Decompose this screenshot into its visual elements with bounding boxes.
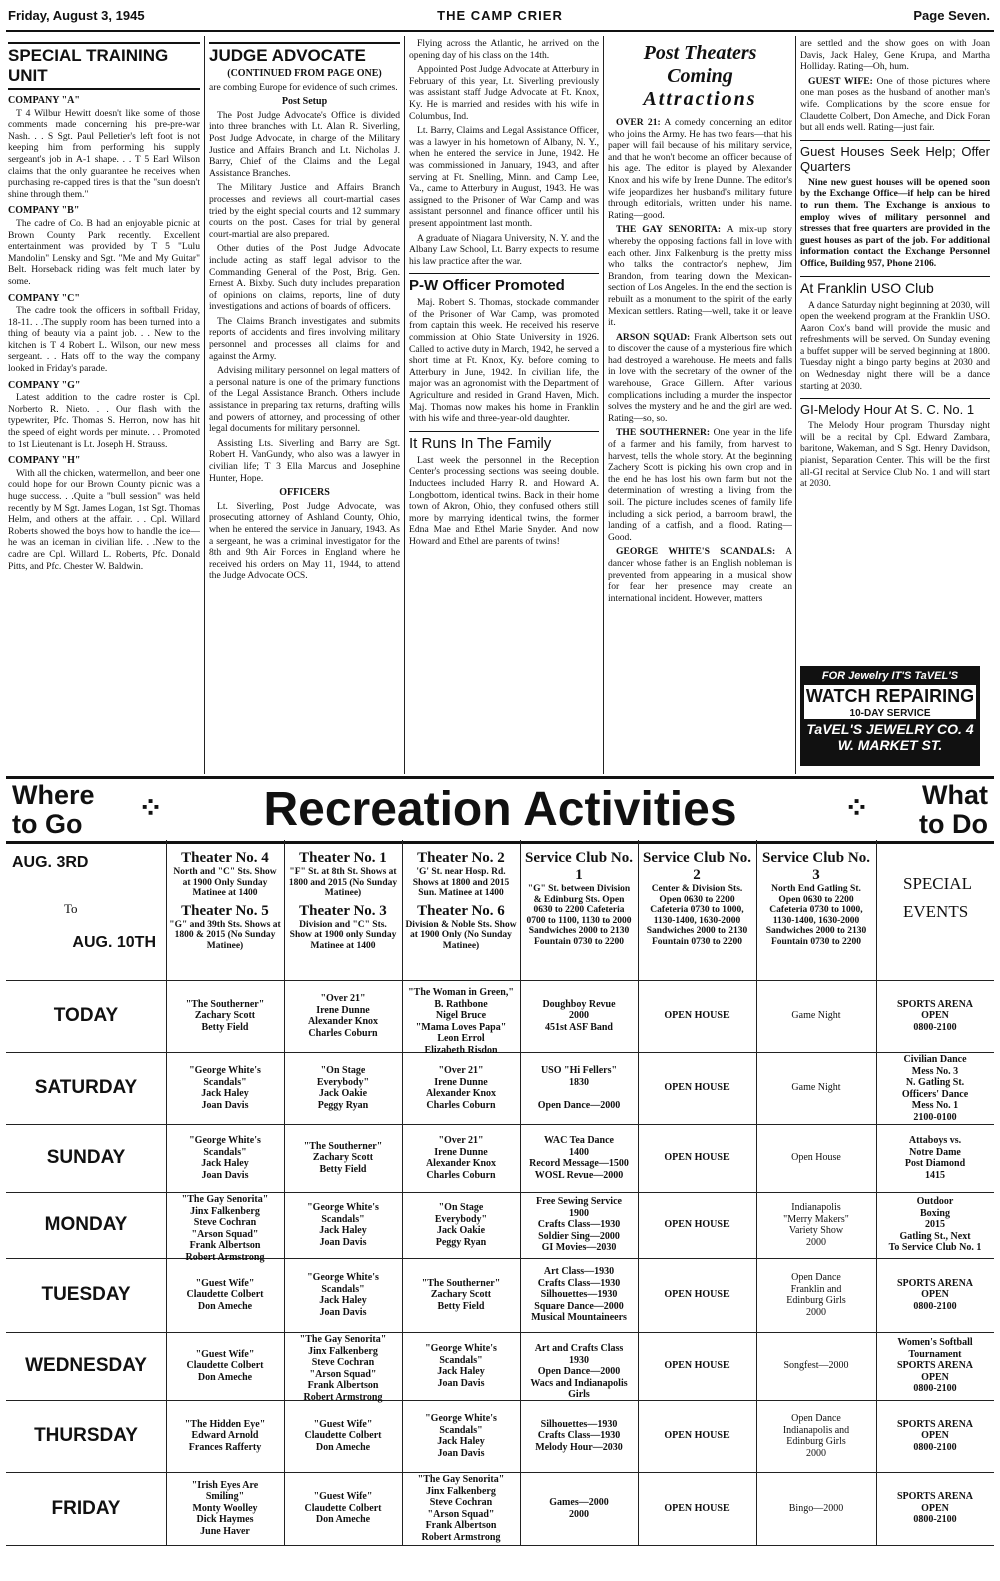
schedule-cell: "George White's Scandals" Jack Haley Joan Davis <box>307 1272 379 1318</box>
schedule-cell: "George White's Scandals" Jack Haley Joan Davis <box>425 1343 497 1389</box>
ad-store-name: TaVEL'S JEWELRY CO. 4 W. MARKET ST. <box>806 721 974 753</box>
schedule-cell: SPORTS ARENA OPEN 0800-2100 <box>896 1418 974 1453</box>
judge-advocate-column <box>209 38 400 772</box>
schedule-cell: Open Dance Franklin and Edinburg Girls 2000 <box>786 1272 846 1318</box>
schedule-cell: Silhouettes—1930 Crafts Class—1930 Melody Hour—2030 <box>535 1418 623 1453</box>
recreation-banner <box>6 776 994 844</box>
company-h <box>8 455 200 572</box>
venue-header <box>169 850 281 951</box>
venue-name: Theater No. 5 <box>181 902 269 919</box>
special-training-unit-column <box>8 38 200 772</box>
schedule-cell: "Guest Wife" Claudette Colbert Don Ameche <box>186 1348 264 1383</box>
venue-info: 'G' St. near Hosp. Rd. Shows at 1800 and 2015 Sun. Matinee at 1400 <box>412 867 510 898</box>
tavels-jewelry-ad <box>800 666 980 766</box>
article-paragraph: Assisting Lts. Siverling and Barry are Sgt. Robert H. VanGundy, who also was a lawyer in civilian life; T 3 Ella Marcus and Josephine Hunter, Hope. <box>209 437 400 484</box>
schedule-cell: Open House <box>791 1152 841 1164</box>
day-label: FRIDAY <box>51 1497 121 1519</box>
day-label: THURSDAY <box>34 1425 138 1446</box>
day-label: SATURDAY <box>34 1077 138 1098</box>
schedule-cell: OPEN HOUSE <box>664 1289 730 1301</box>
article-paragraph: The Post Judge Advocate's Office is divided into three branches with Lt. Alan R. Siverling, Post Judge Advocate, in charge of the Military Justice and Affairs Branch and Lt. Nicholas J. Barry, Chief of the Claims and the Legal Assistance Branches. <box>209 109 400 179</box>
misc-news-column <box>800 38 990 664</box>
schedule-cell: Doughboy Revue 2000 451st ASF Band <box>542 998 616 1033</box>
grid-line <box>6 1472 994 1473</box>
venue-info: Division & Noble Sts. Show at 1900 Only (No Sunday Matinee) <box>405 919 517 951</box>
schedule-cell: "The Hidden Eye" Edward Arnold Frances Rafferty <box>184 1418 266 1453</box>
grid-line <box>6 1192 994 1193</box>
judge-advocate-title: JUDGE ADVOCATE <box>209 42 400 66</box>
review-item: OVER 21: A comedy concerning an editor who joins the Army. He has two fears—that his paper will fail because of his military service, and that he won't become an officer because of his age. The editor is played by Alexander Knox and his wife by Irene Dunne. The editor's wife jeopardizes her husband's military future through editorials, written under his name. Rating—good. <box>608 117 792 221</box>
schedule-cell: "On Stage Everybody" Jack Oakie Peggy Ryan <box>316 1065 370 1111</box>
grid-line <box>6 1545 994 1546</box>
company-heading: COMPANY "A" <box>8 95 80 106</box>
schedule-cell: OPEN HOUSE <box>664 1430 730 1442</box>
schedule-cell: "The Gay Senorita" Jinx Falkenberg Steve Cochran "Arson Squad" Frank Albertson Robert Armstrong <box>299 1334 387 1403</box>
coming-title: Coming <box>667 65 733 87</box>
venue-info: "G" St. between Division & Edinburg Sts. Open 0630 to 2200 Cafeteria 0700 to 1100, 1130 to 2000 Sandwiches 2000 to 2130 Fountain 0730 to 2200 <box>526 884 632 947</box>
schedule-cell: "Guest Wife" Claudette Colbert Don Ameche <box>304 1491 382 1526</box>
article-paragraph: Last week the personnel in the Reception Center's processing sections was seeing double. Inductees included Harry R. and Howard A. Longbottom, identical twins. Back in their home town of Akron, Ohio, they confused others still more by marrying identical twins, the former Edna Mae and Ethel Marie Snyder. And now Howard and Ethel are parents of twins! <box>409 454 599 547</box>
column-rule <box>795 36 796 774</box>
post-theaters-title: Post Theaters <box>643 42 757 64</box>
lead-text: are combing Europe for evidence of such crimes. <box>209 81 398 93</box>
grid-line <box>6 980 994 981</box>
post-theaters-column <box>608 38 792 772</box>
officers-heading: OFFICERS <box>279 487 330 499</box>
franklin-uso-title: At Franklin USO Club <box>800 276 990 297</box>
schedule-cell: "George White's Scandals" Jack Haley Joan Davis <box>425 1413 497 1459</box>
attractions-title: Attractions <box>643 88 757 110</box>
schedule-cell: OPEN HOUSE <box>664 1219 730 1231</box>
column-rule <box>603 36 604 774</box>
schedule-cell: "Over 21" Irene Dunne Alexander Knox Charles Coburn <box>425 1065 497 1111</box>
venue-name: Theater No. 2 <box>417 850 505 866</box>
schedule-cell: "The Southerner" Zachary Scott Betty Field <box>421 1277 501 1312</box>
schedule-cell: USO "Hi Fellers" 1830 Open Dance—2000 <box>537 1065 621 1111</box>
day-label: MONDAY <box>44 1214 128 1235</box>
day-label: SUNDAY <box>46 1147 126 1168</box>
recreation-activities-title: Recreation Activities <box>263 783 737 836</box>
company-heading: COMPANY "G" <box>8 379 81 391</box>
schedule-cell: OPEN HOUSE <box>664 1360 730 1372</box>
venue-header <box>405 850 517 951</box>
schedule-cell: Songfest—2000 <box>783 1360 849 1372</box>
schedule-cell: Game Night <box>791 1010 841 1022</box>
schedule-cell: Women's Softball Tournament SPORTS ARENA OPEN 0800-2100 <box>896 1337 974 1395</box>
schedule-cell: Indianapolis "Merry Makers" Variety Show 2000 <box>783 1202 849 1248</box>
company-heading: COMPANY "B" <box>8 205 80 217</box>
venue-name: SPECIAL EVENTS <box>903 874 972 921</box>
article-paragraph: Lt. Barry, Claims and Legal Assistance Officer, was a lawyer in his hometown of Albany, N. Y., when he entered the service in June, 1942. He was commissioned in January, 1943, and after serving at Ft. Snelling, Minn. and Camp Lee, Va., came to Atterbury in August, 1943. He was assigned to the Prisoner of War Camp and was assistant personnel and finance officer until his present appointment last month. <box>409 125 599 229</box>
article-paragraph: Maj. Robert S. Thomas, stockade commander of the Prisoner of War Camp, was promoted from captain this week. He received his reserve commission at Ohio State University in 1926. Called to active duty in March, 1942, he served a short time at Ft. Knox, Ky. before coming to Atterbury in June, 1942. In civilian life, the major was an agronomist with the Department of Agriculture and resided in Grand Haven, Mich. Maj. Thomas now makes his home in Franklin with his wife and three-year-old daughter. <box>409 297 599 425</box>
issue-date: Friday, August 3, 1945 <box>8 8 145 23</box>
ornament-icon: ⁘ <box>138 792 164 825</box>
schedule-cell: SPORTS ARENA OPEN 0800-2100 <box>896 1491 974 1526</box>
review-item: GUEST WIFE: One of those pictures where one man poses as the husband of another man's wife. Complications by the score ensue for Claudette Colbert, Don Ameche, and Dick Foran but all ends well. Rating—just fair. <box>800 75 990 134</box>
venue-name: Service Club No. 3 <box>762 850 870 883</box>
schedule-cell: "Over 21" Irene Dunne Alexander Knox Charles Coburn <box>425 1135 497 1181</box>
schedule-cell: Civilian Dance Mess No. 3 N. Gatling St. Officers' Dance Mess No. 1 2100-0100 <box>901 1054 969 1123</box>
schedule-cell: "The Woman in Green," B. Rathbone Nigel Bruce "Mama Loves Papa" Leon Errol Elizabeth Risdon <box>408 987 514 1056</box>
continued-article-column <box>409 38 599 772</box>
review-item: ARSON SQUAD: Frank Albertson sets out to discover the cause of a mysterious fire which had destroyed a warehouse. He meets and falls in love with the secretary of the owner of the warehouse, Grace Gillern. After various complications including a murder the inspector solves the mystery and he and the girl are wed. Rating—so, so. <box>608 331 792 424</box>
company-text: T 4 Wilbur Hewitt doesn't like some of those comments made concerning his pre-pre-war Nash. . . S Sgt. Paul Pelletier's left foot is not keeping him from performing his supply sergeant's job in A-1 shape. . . T 5 Earl Wilson claims that the only guarantee he receives when purchasing re-capped tires is that the "sun doesn't shine through them." <box>8 107 200 200</box>
day-label: TODAY <box>53 1005 119 1026</box>
grid-line <box>6 1258 994 1259</box>
ad-headline: WATCH REPAIRING <box>805 686 975 706</box>
gi-melody-title: GI-Melody Hour At S. C. No. 1 <box>800 398 990 417</box>
schedule-cell: "Guest Wife" Claudette Colbert Don Ameche <box>304 1418 382 1453</box>
grid-line <box>6 1400 994 1401</box>
venue-name: Service Club No. 2 <box>643 850 751 883</box>
schedule-cell: "Irish Eyes Are Smiling" Monty Woolley Dick Haymes June Haver <box>191 1479 259 1537</box>
schedule-cell: Attaboys vs. Notre Dame Post Diamond 1415 <box>904 1135 966 1181</box>
schedule-cell: WAC Tea Dance 1400 Record Message—1500 WOSL Revue—2000 <box>529 1135 629 1181</box>
company-b <box>8 205 200 287</box>
venue-info: "F" St. at 8th St. Shows at 1800 and 2015 (No Sunday Matinee) <box>288 867 398 898</box>
article-paragraph: Nine new guest houses will be opened soon by the Exchange Office—if help can be hired to run them. The Exchange is anxious to employ wives of military personnel and stresses that free quarters are provided in the guest houses as part of the job. For additional information contact the Exchange Personnel Office, Building 957, Phone 2106. <box>800 176 990 269</box>
ad-service: 10-DAY SERVICE <box>804 708 976 719</box>
schedule-cell: "The Southerner" Zachary Scott Betty Field <box>303 1140 383 1175</box>
post-setup-heading: Post Setup <box>281 96 328 108</box>
company-text: Latest addition to the cadre roster is Cpl. Norberto R. Nieto. . . Our flash with the typewriter, Pfc. Thomas S. Herron, now has hit the speed of eight words per minute. . . Promoted to 1st Lieutenant is Lt. Joseph H. Strauss. <box>8 392 200 450</box>
company-heading: COMPANY "H" <box>8 455 81 467</box>
schedule-cell: OPEN HOUSE <box>664 1082 730 1094</box>
date-from: AUG. 3RD <box>12 854 89 871</box>
grid-line <box>6 1332 994 1333</box>
venue-name: Theater No. 3 <box>299 902 387 919</box>
article-paragraph: Other duties of the Post Judge Advocate include acting as staff legal advisor to the Commanding General of the Post, Brig. Gen. Ernest A. Bixby. Such duty includes preparation of opinions on claims, reports, line of duty investigations and actions of boards of officers. <box>209 243 400 313</box>
company-text: The cadre of Co. B had an enjoyable picnic at Brown County Park recently. Excellent entertainment was provided by T 5 "Lulu Mandolin" Lensky and Sgt. "Me and My Guitar" Belt. Horseback riding was felt much later by some. <box>8 217 200 287</box>
article-paragraph: Appointed Post Judge Advocate at Atterbury in February of this year, Lt. Siverling previously was assistant staff Judge Advocate at Ft. Knox, Ky. He is married and resides with his wife in Columbus, Ind. <box>409 64 599 122</box>
page-number: Page Seven. <box>913 8 990 23</box>
day-label: TUESDAY <box>41 1284 131 1305</box>
where-to-go: Where to Go <box>12 780 95 839</box>
company-text: The cadre took the officers in softball Friday, 18-11. . .The supply room has been turned into a thing of beauty via a paint job. . . New to the kitchen is T 4 Robert L. Wilson, our new mess sergeant. . . Hats off to the way the company looked in Friday's parade. <box>8 305 200 375</box>
schedule-cell: OPEN HOUSE <box>664 1502 730 1514</box>
venue-info: Center & Division Sts. Open 0630 to 2200 Cafeteria 0730 to 1000, 1130-1400, 1630-2000 Sandwiches 2000 to 2130 Fountain 0730 to 2200 <box>646 884 748 947</box>
venue-name: Theater No. 6 <box>417 902 505 919</box>
company-text: With all the chicken, watermellon, and beer one could hope for our Brown County picnic was a huge success. . .Quite a "bull session" was held recently by M Sgt. James Logan, 1st Sgt. Thomas Helm, and others at the affair. . . Cpl. Willard Roberts showed the boys how to handle the ice—he was an iceman in civilian life. . .New to the cadre are Cpl. Willard L. Roberts, Pfc. Donald Pitts, and Pfc. Chester W. Baldwin. <box>8 467 200 572</box>
article-paragraph: A dance Saturday night beginning at 2030, will open the weekend program at the Franklin USO. Aaron Cox's band will provide the music and refreshments will be served. On Sunday evening a buffet supper will be served beginning at 1800. Tuesday night a bingo party begins at 2030 and on Wednesday night there will be a dance starting at 2030. <box>800 299 990 392</box>
schedule-cell: SPORTS ARENA OPEN 0800-2100 <box>896 998 974 1033</box>
day-label: WEDNESDAY <box>25 1355 147 1376</box>
article-paragraph: The Military Justice and Affairs Branch processes and reviews all court-martial cases tried by the eight special courts and 12 summary courts on the post. Cases for trial by general court-martial are also prepared. <box>209 182 400 240</box>
paper-name: THE CAMP CRIER <box>437 8 563 23</box>
schedule-cell: "George White's Scandals" Jack Haley Joan Davis <box>189 1065 261 1111</box>
guest-houses-title: Guest Houses Seek Help; Offer Quarters <box>800 140 990 174</box>
schedule-cell: SPORTS ARENA OPEN 0800-2100 <box>896 1277 974 1312</box>
recreation-schedule <box>6 840 994 1580</box>
column-rule <box>404 36 405 774</box>
schedule-cell: "Over 21" Irene Dunne Alexander Knox Charles Coburn <box>307 993 379 1039</box>
venue-name: Service Club No. 1 <box>525 850 633 883</box>
review-item: THE SOUTHERNER: One year in the life of a farmer and his family, from harvest to harvest, tells the whole story. At the beginning Zachery Scott is picking his own crop and in the end he has lost his own farm but not the determination of wresting a living from the soil. The picture includes scenes of family life including a sick period, a barroom brawl, the landing of a catfish, and a flood. Rating—Good. <box>608 427 792 543</box>
schedule-cell: "The Gay Senorita" Jinx Falkenberg Steve Cochran "Arson Squad" Frank Albertson Robert Armstrong <box>181 1194 269 1263</box>
masthead <box>6 4 994 32</box>
date-to: To <box>64 901 78 916</box>
article-paragraph: A graduate of Niagara University, N. Y. and the Albany Law School, Lt. Barry expects to resume his law practice after the war. <box>409 232 599 267</box>
venue-info: Division and "C" Sts. Show at 1900 only Sunday Matinee at 1400 <box>289 919 397 951</box>
schedule-cell: "On Stage Everybody" Jack Oakie Peggy Ryan <box>434 1202 488 1248</box>
schedule-cell: Art and Crafts Class 1930 Open Dance—2000 Wacs and Indianapolis Girls <box>530 1343 628 1400</box>
schedule-cell: "Guest Wife" Claudette Colbert Don Ameche <box>186 1277 264 1312</box>
article-paragraph: The Claims Branch investigates and submits reports of accidents and fires involving military personnel and processes all claims for and against the Army. <box>209 315 400 362</box>
schedule-cell: Outdoor Boxing 2015 Gatling St., Next To Service Club No. 1 <box>888 1196 982 1254</box>
venue-info: North and "C" Sts. Show at 1900 Only Sunday Matinee at 1400 <box>173 867 277 898</box>
continued-note: (CONTINUED FROM PAGE ONE) <box>227 68 382 79</box>
schedule-cell: Open Dance Indianapolis and Edinburg Girls 2000 <box>782 1413 850 1459</box>
special-training-unit-title: SPECIAL TRAINING UNIT <box>8 42 200 90</box>
grid-line <box>6 1124 994 1125</box>
article-paragraph: The Melody Hour program Thursday night will be a recital by Cpl. Edward Zambara, baritone, Wakeman, and S Sgt. Henry Davidson, pianist, Separation Center. This will be the first all-GI recital at Service Club No. 1 and will start at 2030. <box>800 420 990 490</box>
ad-tagline: FOR Jewelry IT'S TaVEL'S <box>821 670 959 682</box>
schedule-cell: Bingo—2000 <box>788 1502 844 1514</box>
company-g <box>8 380 200 451</box>
schedule-cell: OPEN HOUSE <box>664 1010 730 1022</box>
venue-header <box>879 850 991 926</box>
review-item: THE GAY SENORITA: A mix-up story whereby the opposing factions fall in love with each other. Jinx Falkenburg is the pretty miss who talks the contractor's nephew, Jim Brandon, from tearing down the Mexican-section of Los Angeles. In the end the section is rebuilt as a monument to the spirit of the early Mexican settlers. Rating—well, take it or leave it. <box>608 224 792 329</box>
company-a <box>8 95 200 200</box>
article-paragraph: are settled and the show goes on with Joan Davis, Jack Haley, Gene Krupa, and Martha Holliday. Rating—Oh, hum. <box>800 38 990 73</box>
ornament-icon: ⁘ <box>844 792 870 825</box>
venue-name: Theater No. 1 <box>299 850 387 866</box>
venue-info: North End Gatling St. Open 0630 to 2200 Cafeteria 0730 to 1000, 1130-1400, 1630-2000 Sandwiches 2000 to 2130 Fountain 0730 to 2200 <box>765 884 867 947</box>
schedule-cell: Games—2000 2000 <box>549 1497 609 1520</box>
venue-info: "G" and 39th Sts. Shows at 1800 & 2015 (No Sunday Matinee) <box>169 919 281 951</box>
venue-name: Theater No. 4 <box>181 850 269 866</box>
schedule-cell: "The Gay Senorita" Jinx Falkenberg Steve Cochran "Arson Squad" Frank Albertson Robert Armstrong <box>417 1474 505 1543</box>
schedule-cell: Art Class—1930 Crafts Class—1930 Silhouettes—1930 Square Dance—2000 Musical Mountaineers <box>531 1266 627 1324</box>
company-heading: COMPANY "C" <box>8 292 80 304</box>
company-c <box>8 293 200 375</box>
schedule-cell: Game Night <box>791 1082 841 1094</box>
what-to-do: What to Do <box>919 780 988 839</box>
schedule-cell: Free Sewing Service 1900 Crafts Class—1930 Soldier Sing—2000 GI Movies—2030 <box>536 1196 622 1254</box>
column-rule <box>204 36 205 774</box>
date-until: AUG. 10TH <box>72 934 156 951</box>
pw-officer-title: P-W Officer Promoted <box>409 273 599 294</box>
schedule-cell: "George White's Scandals" Jack Haley Joan Davis <box>189 1135 261 1181</box>
schedule-cell: "The Southerner" Zachary Scott Betty Field <box>185 998 265 1033</box>
review-item: GEORGE WHITE'S SCANDALS: A dancer whose father is an English nobleman is prevented from appearing in a musical show for fear her presence may create an international incident. However, matters <box>608 546 792 604</box>
venue-header <box>759 850 873 947</box>
venue-header <box>641 850 753 947</box>
article-paragraph: Lt. Siverling, Post Judge Advocate, was prosecuting attorney of Ashland County, Ohio, when he entered the service in January, 1943. As a sergeant, he was a criminal investigator for the 8th and 9th Air Forces in England where he received his orders on May 11, 1944, to attend the Judge Advocate OCS. <box>209 500 400 582</box>
schedule-cell: OPEN HOUSE <box>664 1152 730 1164</box>
venue-header <box>523 850 635 947</box>
article-paragraph: Advising military personnel on legal matters of a personal nature is one of the primary functions of the Legal Assistance Branch. Others include assistance in preparing tax returns, drafting wills and powers of attorney, and processing of other legal documents for military personnel. <box>209 365 400 435</box>
venue-header <box>287 850 399 951</box>
article-paragraph: Flying across the Atlantic, he arrived on the opening day of his class on the 14th. <box>409 38 599 61</box>
runs-in-family-title: It Runs In The Family <box>409 431 599 452</box>
schedule-cell: "George White's Scandals" Jack Haley Joan Davis <box>307 1202 379 1248</box>
